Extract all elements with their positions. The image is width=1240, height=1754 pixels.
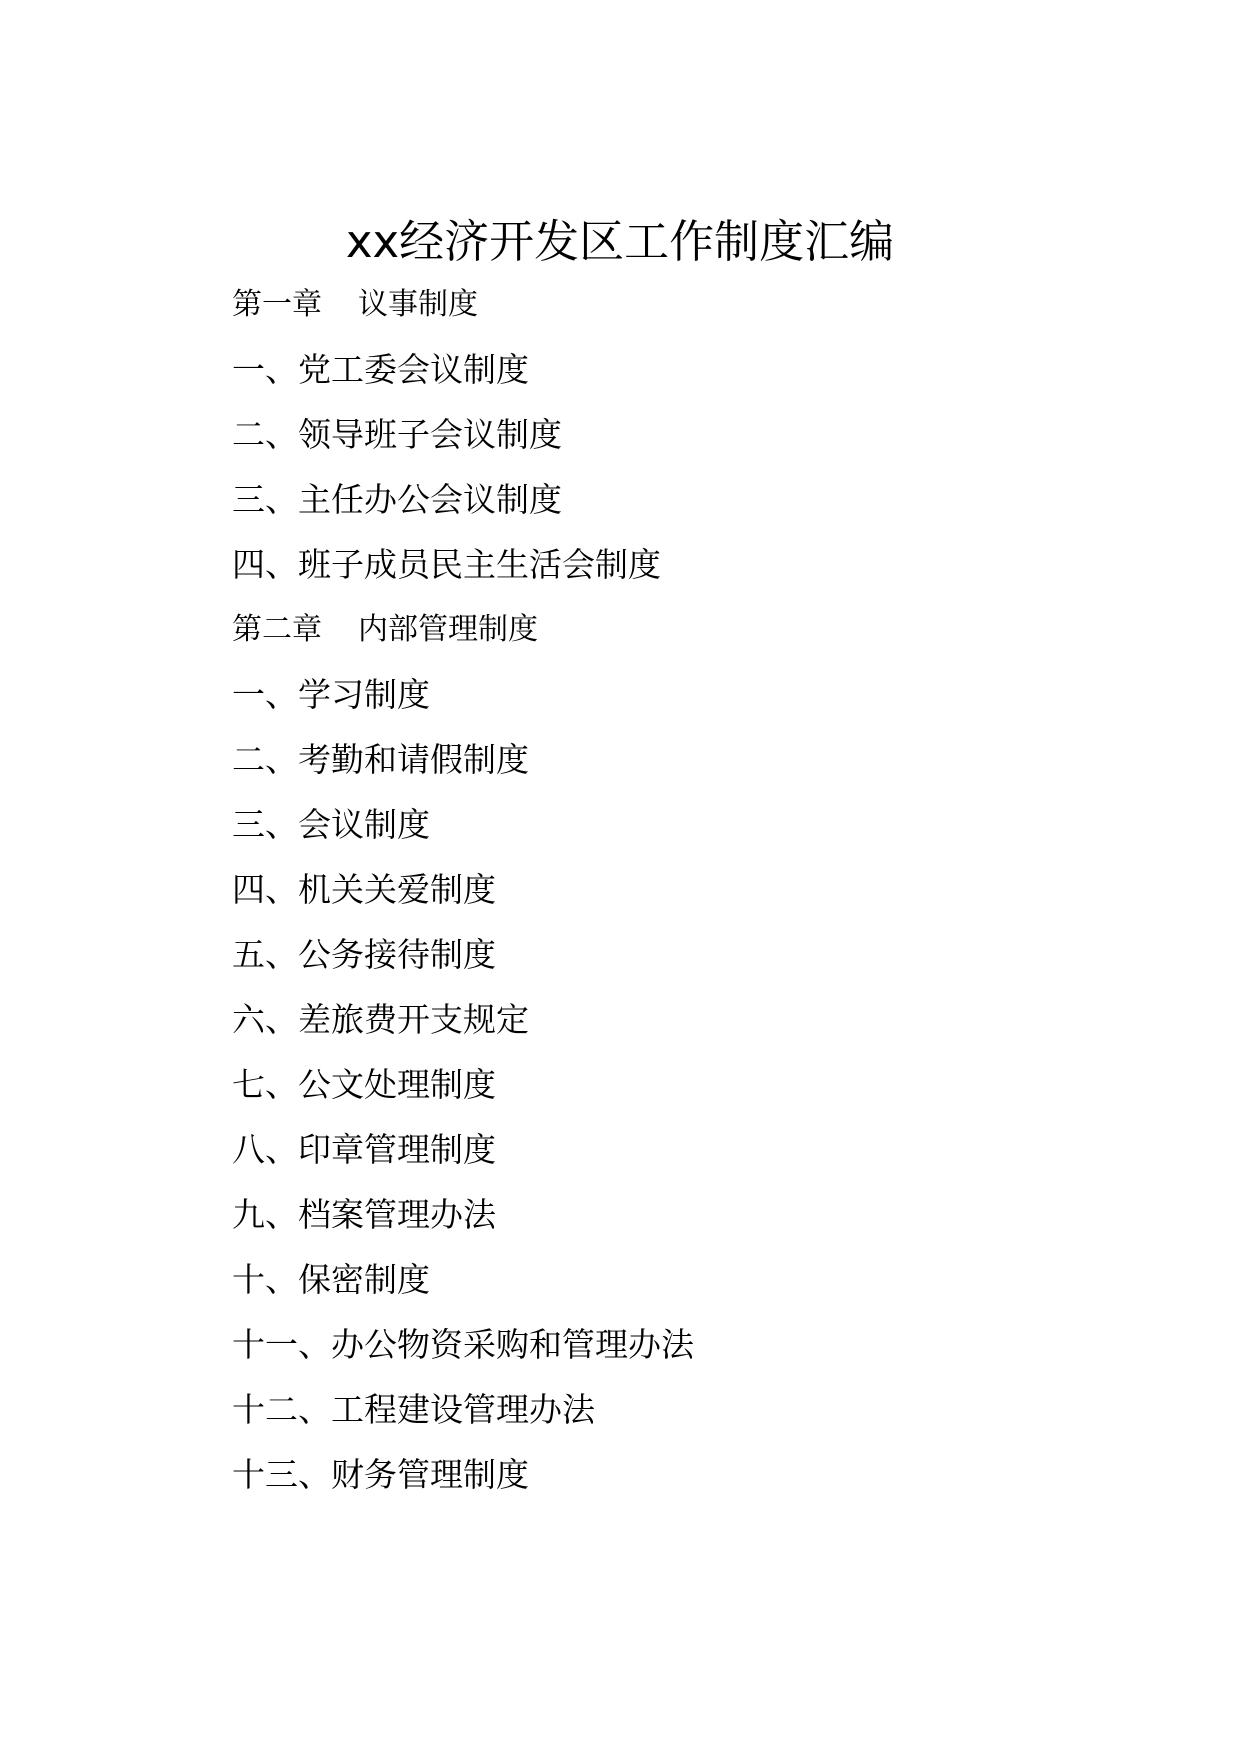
toc-item: 三、会议制度	[232, 805, 430, 844]
toc-item: 十、保密制度	[232, 1260, 430, 1299]
toc-item: 一、党工委会议制度	[232, 350, 529, 389]
toc-item: 六、差旅费开支规定	[232, 1000, 529, 1039]
chapter-number: 第二章	[232, 612, 322, 647]
toc-item: 一、学习制度	[232, 675, 430, 714]
chapter-title: 议事制度	[358, 287, 478, 322]
toc-chapter	[232, 610, 694, 675]
toc-item: 九、档案管理办法	[232, 1195, 496, 1234]
chapter-title: 内部管理制度	[358, 612, 538, 647]
toc-item: 十二、工程建设管理办法	[232, 1390, 595, 1429]
document-title: xx经济开发区工作制度汇编	[345, 215, 895, 268]
toc-item: 二、领导班子会议制度	[232, 415, 562, 454]
toc-item: 十三、财务管理制度	[232, 1455, 529, 1494]
toc-item: 三、主任办公会议制度	[232, 480, 562, 519]
toc-item: 八、印章管理制度	[232, 1130, 496, 1169]
toc-item: 四、班子成员民主生活会制度	[232, 545, 661, 584]
toc-item: 七、公文处理制度	[232, 1065, 496, 1104]
table-of-contents	[232, 285, 694, 1520]
chapter-number: 第一章	[232, 287, 322, 322]
toc-item: 二、考勤和请假制度	[232, 740, 529, 779]
toc-chapter	[232, 285, 694, 350]
toc-item: 四、机关关爱制度	[232, 870, 496, 909]
toc-item: 五、公务接待制度	[232, 935, 496, 974]
toc-item: 十一、办公物资采购和管理办法	[232, 1325, 694, 1364]
